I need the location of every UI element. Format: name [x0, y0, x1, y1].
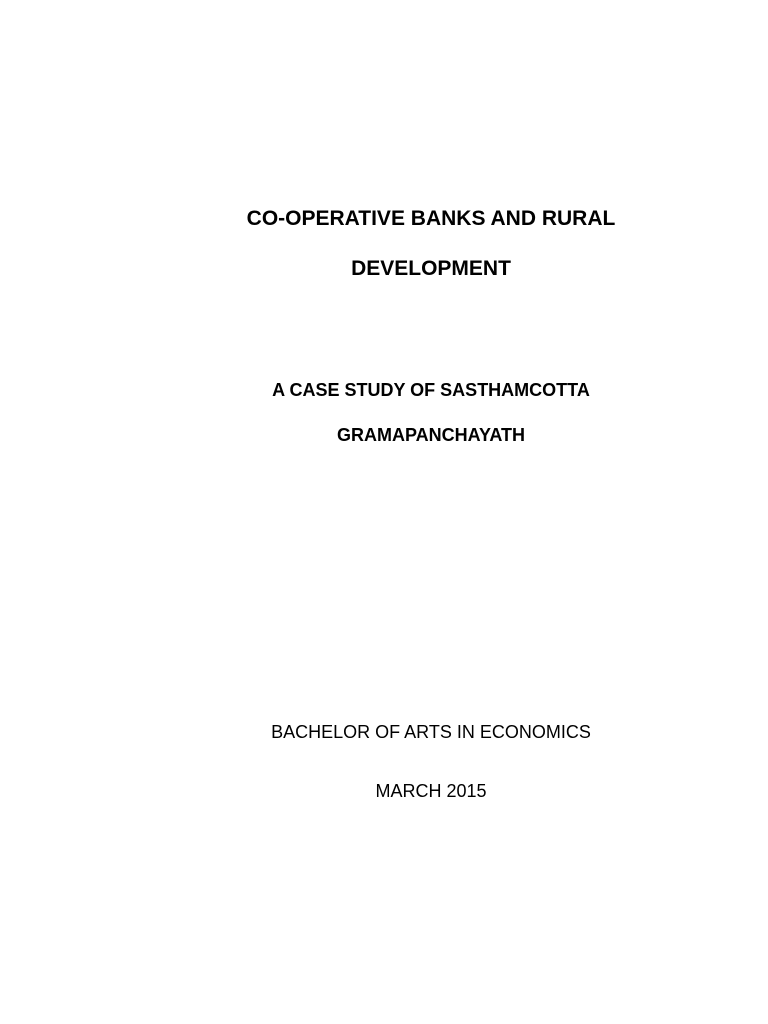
degree-text: BACHELOR OF ARTS IN ECONOMICS	[271, 722, 591, 742]
title-line-1: CO-OPERATIVE BANKS AND RURAL	[246, 207, 616, 230]
subtitle-line-1: A CASE STUDY OF SASTHAMCOTTA	[272, 380, 590, 400]
title-line-2: DEVELOPMENT	[351, 257, 511, 280]
date-text: MARCH 2015	[375, 781, 487, 801]
subtitle-line-2: GRAMAPANCHAYATH	[336, 425, 525, 445]
